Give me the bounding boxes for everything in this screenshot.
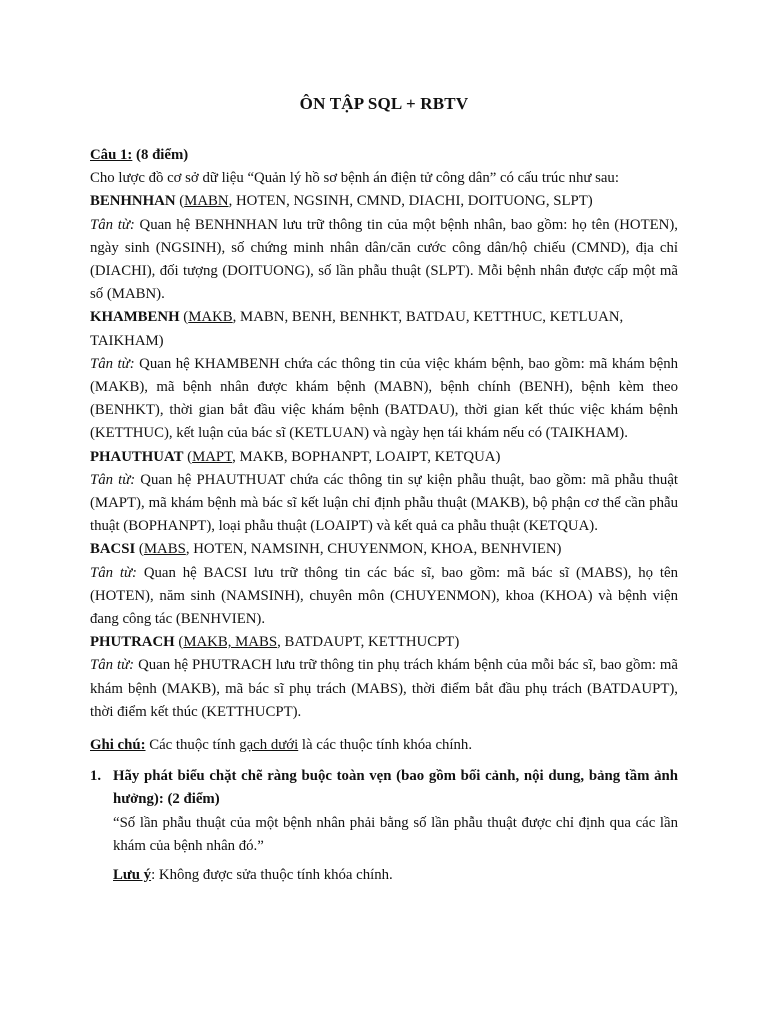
document-content [90,144,678,887]
relation-description [90,214,678,307]
relation-open-paren: ( [174,634,184,651]
relation-name: BENHNHAN [90,193,176,210]
question-heading [90,144,678,167]
relation-description [90,353,678,446]
relation-attributes: , HOTEN, NGSINH, CMND, DIACHI, DOITUONG, SLPT) [228,193,593,210]
intro-text: Cho lược đồ cơ sở dữ liệu “Quản lý hồ sơ bệnh án điện tử công dân” có cấu trúc như sau: [90,170,619,187]
note-text-before: Các thuộc tính [145,737,240,754]
note-line [90,734,678,757]
document-title: ÔN TẬP SQL + RBTV [299,94,469,113]
description-text: Quan hệ PHUTRACH lưu trữ thông tin phụ trách khám bệnh của mỗi bác sĩ, bao gồm: mã khám bệnh (MAKB), mã bác sĩ phụ trách (MABS), thời điểm bắt đầu phụ trách (BATDAUPT), thời điểm kết thúc (KETTHUCPT). [90,657,678,720]
relation-attributes: , BATDAUPT, KETTHUCPT) [277,634,460,651]
description-label: Tân từ: [90,564,137,581]
question-points: (8 điểm) [132,147,189,163]
description-label: Tân từ: [90,471,136,488]
remark-text: : Không được sửa thuộc tính khóa chính. [151,867,393,884]
relation-name: KHAMBENH [90,309,180,326]
note-underlined: gạch dưới [239,737,299,754]
primary-key: MAPT [192,448,233,465]
task-item [90,765,678,887]
relation-attributes: , MAKB, BOPHANPT, LOAIPT, KETQUA) [232,448,501,465]
note-label: Ghi chú: [90,737,146,754]
relation-open-paren: ( [183,448,193,465]
relation-schema [90,538,678,561]
relation-name: PHAUTHUAT [90,448,184,465]
description-text: Quan hệ BENHNHAN lưu trữ thông tin của một bệnh nhân, bao gồm: họ tên (HOTEN), ngày sinh (NGSINH), số chứng minh nhân dân/căn cước công dân/hộ chiếu (CMND), địa chỉ (DIACHI), đối tượng (DOITUONG), số lần phẫu thuật (SLPT). Mỗi bệnh nhân được cấp một mã số (MABN). [90,216,678,303]
relation-description [90,469,678,539]
primary-key: MABN [184,193,229,210]
task-body [113,765,678,887]
primary-key: MAKB, MABS [183,634,278,651]
relations-list [90,190,678,724]
description-label: Tân từ: [90,216,135,233]
task-remark [113,864,678,887]
description-text: Quan hệ PHAUTHUAT chứa các thông tin sự kiện phẫu thuật, bao gồm: mã phẫu thuật (MAPT), mã khám bệnh mà bác sĩ kết luận chỉ định phẫu thuật (MAKB), bộ phận cơ thể cần phẫu thuật (BOPHANPT), loại phẫu thuật (LOAIPT) và kết quả ca phẫu thuật (KETQUA). [90,471,678,535]
primary-key: MABS [143,541,186,558]
description-label: Tân từ: [90,355,135,372]
description-label: Tân từ: [90,657,135,674]
relation-open-paren: ( [175,193,185,210]
relation-schema [90,306,678,352]
relation-open-paren: ( [135,541,144,558]
relation-attributes: , HOTEN, NAMSINH, CHUYENMON, KHOA, BENHVIEN) [185,541,562,558]
description-text: Quan hệ KHAMBENH chứa các thông tin của việc khám bệnh, bao gồm: mã khám bệnh (MAKB), mã bệnh nhân được khám bệnh (MABN), bệnh chính (BENH), bệnh kèm theo (BENHKT), thời gian bắt đầu việc khám bệnh (BATDAU), thời gian kết thúc việc khám bệnh (KETTHUC), kết luận của bác sĩ (KETLUAN) và ngày hẹn tái khám nếu có (TAIKHAM). [90,355,678,442]
task-quote: “Số lần phẫu thuật của một bệnh nhân phải bằng số lần phẫu thuật được chỉ định qua các lần khám của bệnh nhân đó.” [113,814,678,854]
primary-key: MAKB [188,309,233,326]
relation-description [90,654,678,724]
task-heading: Hãy phát biểu chặt chẽ ràng buộc toàn vẹn (bao gồm bối cảnh, nội dung, bảng tầm ảnh hưởng): (2 điểm) [113,768,678,808]
relation-attributes: , MABN, BENH, BENHKT, BATDAU, KETTHUC, KETLUAN, TAIKHAM) [90,309,624,349]
relation-open-paren: ( [179,309,189,326]
relation-schema [90,631,678,654]
description-text: Quan hệ BACSI lưu trữ thông tin các bác sĩ, bao gồm: mã bác sĩ (MABS), họ tên (HOTEN), năm sinh (NAMSINH), chuyên môn (CHUYENMON), khoa (KHOA) và bệnh viện đang công tác (BENHVIEN). [90,564,678,628]
question-label: Câu 1: [90,147,133,163]
relation-schema [90,446,678,469]
task-number: 1. [90,768,102,785]
relation-description [90,562,678,632]
relation-name: BACSI [90,541,136,558]
relation-name: PHUTRACH [90,634,175,651]
remark-label: Lưu ý [113,867,152,884]
note-text-after: là các thuộc tính khóa chính. [298,737,473,754]
relation-schema [90,190,678,213]
